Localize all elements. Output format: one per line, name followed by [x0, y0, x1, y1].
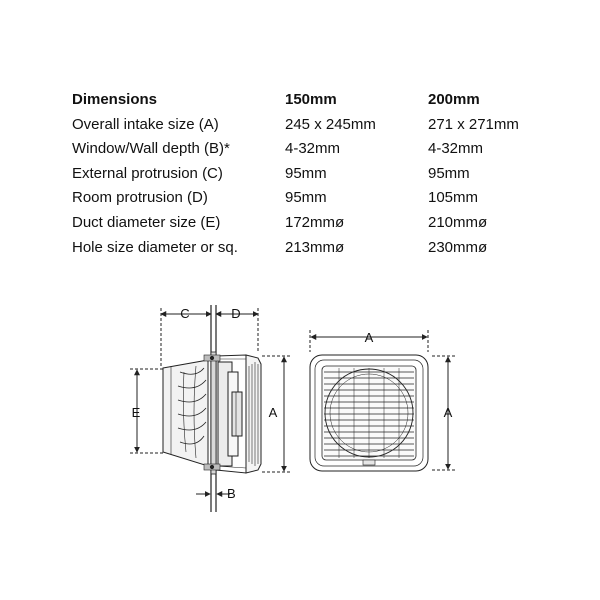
header-dimensions: Dimensions	[72, 91, 158, 108]
row-value-200: 210mmø	[428, 213, 488, 231]
row-value-200: 230mmø	[428, 238, 488, 256]
row-label: Window/Wall depth (B)*	[72, 140, 230, 158]
front-view-drawing	[310, 330, 456, 471]
label-a-right: A	[443, 405, 453, 420]
row-label: Duct diameter size (E)	[72, 213, 221, 231]
table-row	[72, 113, 542, 138]
table-row	[72, 186, 542, 211]
row-label: External protrusion (C)	[72, 164, 223, 182]
row-value-200: 271 x 271mm	[428, 115, 519, 133]
row-value-150: 95mm	[285, 164, 327, 182]
row-label: Room protrusion (D)	[72, 189, 208, 207]
row-value-150: 213mmø	[285, 238, 345, 256]
row-label: Overall intake size (A)	[72, 115, 219, 133]
label-c: C	[180, 306, 190, 321]
table-header	[72, 88, 542, 113]
row-value-150: 245 x 245mm	[285, 115, 376, 133]
dimensions-table	[72, 88, 542, 260]
row-value-200: 105mm	[428, 189, 479, 207]
fan-dimension-drawing	[0, 290, 600, 520]
row-value-150: 172mmø	[285, 213, 345, 231]
label-b: B	[227, 486, 236, 501]
header-200mm: 200mm	[428, 91, 480, 108]
row-value-150: 4-32mm	[285, 140, 341, 158]
label-a-side: A	[268, 405, 278, 420]
label-a-top: A	[364, 330, 374, 345]
row-value-150: 95mm	[285, 189, 327, 207]
row-label: Hole size diameter or sq.	[72, 238, 238, 256]
table-row	[72, 211, 542, 236]
row-value-200: 95mm	[428, 164, 470, 182]
label-e: E	[131, 405, 141, 420]
row-value-200: 4-32mm	[428, 140, 484, 158]
table-row	[72, 162, 542, 187]
table-row	[72, 137, 542, 162]
header-150mm: 150mm	[285, 91, 337, 108]
table-row	[72, 236, 542, 261]
label-d: D	[231, 306, 241, 321]
